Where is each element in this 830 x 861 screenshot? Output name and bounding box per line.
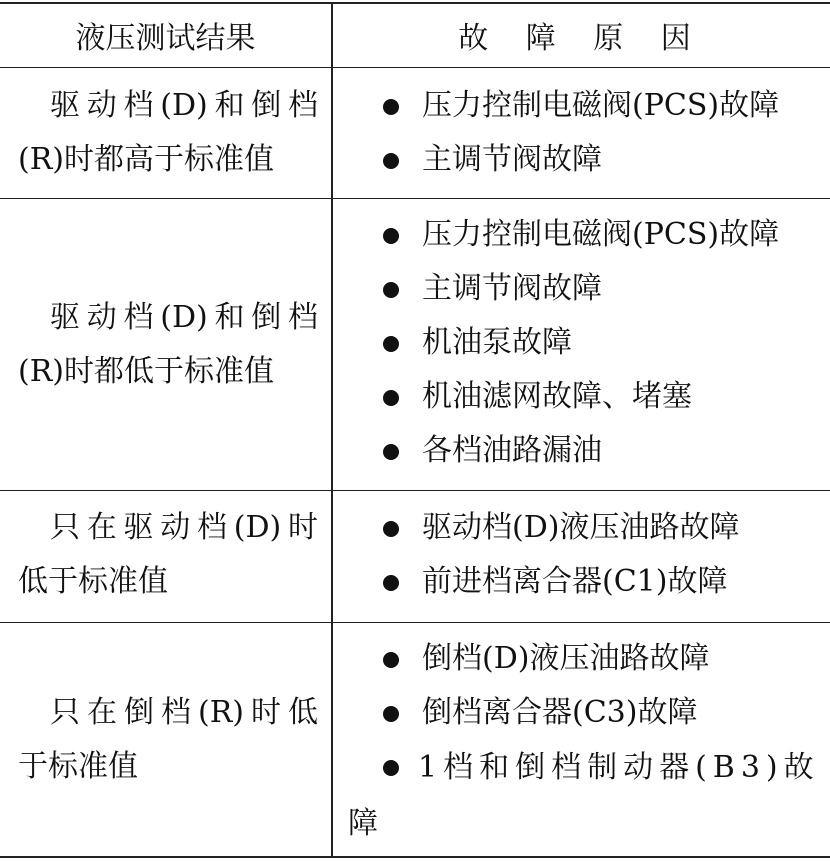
cause-item — [352, 632, 822, 686]
bullet-icon — [383, 575, 399, 591]
cause-text: 机油泵故障 — [422, 325, 572, 360]
result-cell — [18, 291, 318, 399]
bullet-icon — [383, 706, 399, 722]
row-divider — [0, 490, 830, 491]
bullet-icon — [383, 99, 399, 115]
cause-text: 压力控制电磁阀(PCS)故障 — [422, 217, 780, 252]
result-line: 于标准值 — [18, 749, 138, 784]
bullet-icon — [383, 760, 399, 776]
result-cell — [18, 79, 318, 187]
cause-item — [352, 424, 822, 478]
cause-item — [352, 208, 822, 262]
bullet-icon — [383, 153, 399, 169]
cause-item — [352, 79, 822, 133]
cause-text: 各档油路漏油 — [422, 433, 602, 468]
header-cause: 故 障 原 因 — [458, 21, 705, 56]
cause-list — [348, 632, 822, 852]
cause-list — [352, 79, 822, 187]
cause-item — [348, 740, 822, 852]
row-divider — [0, 622, 830, 623]
result-line: 只在驱动档(D)时 — [50, 510, 318, 545]
result-line: (R)时都高于标准值 — [18, 142, 274, 177]
bullet-icon — [383, 228, 399, 244]
result-line: 只在倒档(R)时低 — [50, 695, 318, 730]
cause-text: 压力控制电磁阀(PCS)故障 — [422, 88, 780, 123]
cause-item — [352, 501, 822, 555]
cause-item — [352, 262, 822, 316]
bullet-icon — [383, 521, 399, 537]
cause-text: 倒档(D)液压油路故障 — [422, 641, 710, 676]
result-line: (R)时都低于标准值 — [18, 354, 274, 389]
result-cell — [18, 501, 318, 609]
table-bottom-rule — [0, 856, 830, 858]
cause-item — [352, 133, 822, 187]
cause-item — [352, 686, 822, 740]
cause-text: 倒档离合器(C3)故障 — [422, 695, 698, 730]
cause-text: 机油滤网故障、堵塞 — [422, 379, 692, 414]
cause-text: 主调节阀故障 — [422, 271, 602, 306]
bullet-icon — [383, 336, 399, 352]
cause-text: 主调节阀故障 — [422, 142, 602, 177]
cause-item — [352, 370, 822, 424]
cause-list — [352, 501, 822, 609]
column-divider — [331, 3, 333, 857]
cause-item — [352, 316, 822, 370]
cause-text: 1档和倒档制动器(B3)故障 — [348, 750, 820, 841]
result-line: 驱动档(D)和倒档 — [50, 88, 318, 123]
bullet-icon — [383, 390, 399, 406]
header-divider — [0, 67, 830, 68]
result-line: 驱动档(D)和倒档 — [50, 300, 318, 335]
cause-item — [352, 555, 822, 609]
cause-text: 驱动档(D)液压油路故障 — [422, 510, 740, 545]
cause-text: 前进档离合器(C1)故障 — [422, 564, 728, 599]
result-cell — [18, 686, 318, 794]
bullet-icon — [383, 652, 399, 668]
result-line: 低于标准值 — [18, 564, 168, 599]
header-result: 液压测试结果 — [75, 21, 256, 56]
bullet-icon — [383, 282, 399, 298]
cause-list — [352, 208, 822, 478]
bullet-icon — [383, 444, 399, 460]
row-divider — [0, 198, 830, 199]
